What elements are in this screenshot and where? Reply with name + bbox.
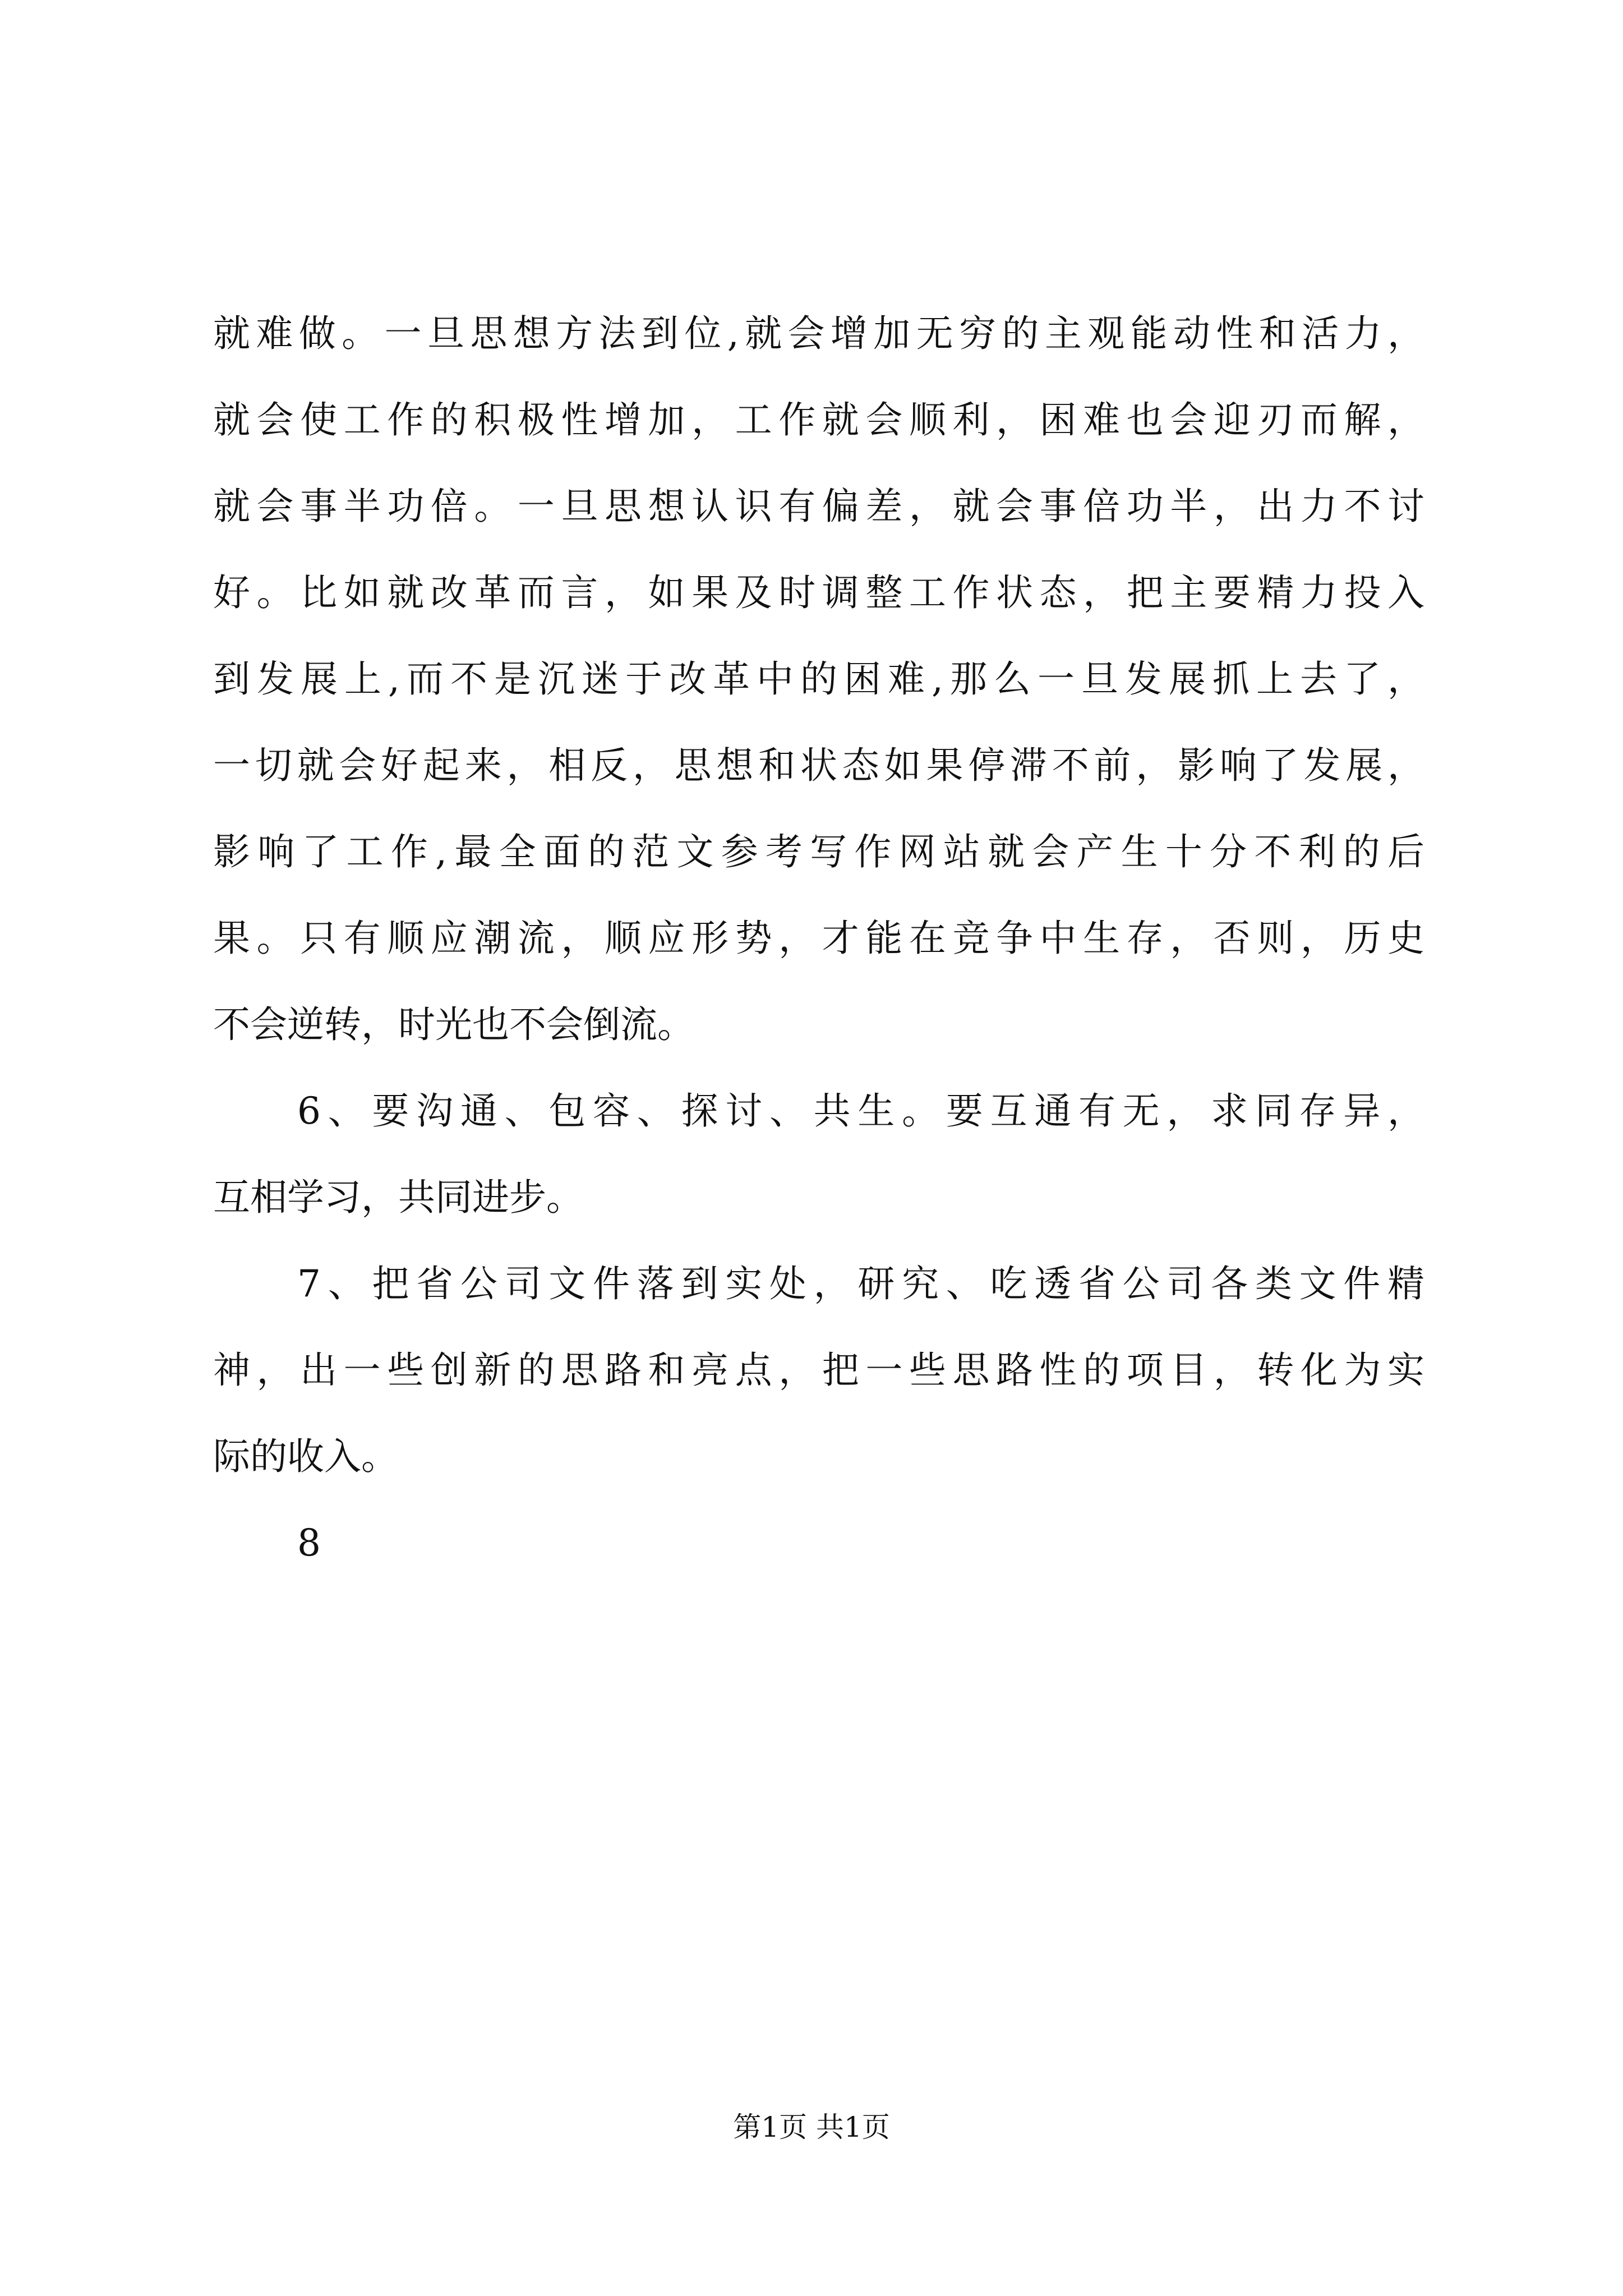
- paragraph-6-line: 6、要沟通、包容、探讨、共生。要互通有无，求同存异，: [297, 1089, 1424, 1133]
- paragraph-6-line: 互相学习，共同进步。: [213, 1176, 583, 1219]
- body-line: 影响了工作,最全面的范文参考写作网站就会产生十分不利的后: [213, 830, 1424, 873]
- paragraph-7-line: 7、把省公司文件落到实处，研究、吃透省公司各类文件精: [297, 1262, 1424, 1305]
- paragraph-8-line: 8: [297, 1521, 321, 1565]
- body-line: 就难做。一旦思想方法到位,就会增加无穷的主观能动性和活力，: [213, 312, 1424, 355]
- body-line: 一切就会好起来，相反，思想和状态如果停滞不前，影响了发展，: [213, 744, 1424, 787]
- body-line: 好。比如就改革而言，如果及时调整工作状态，把主要精力投入: [213, 571, 1424, 614]
- body-line: 不会逆转，时光也不会倒流。: [213, 1003, 694, 1046]
- body-line: 果。只有顺应潮流，顺应形势，才能在竞争中生存，否则，历史: [213, 917, 1424, 960]
- paragraph-7-line: 际的收入。: [213, 1435, 398, 1478]
- paragraph-7-line: 神，出一些创新的思路和亮点，把一些思路性的项目，转化为实: [213, 1349, 1424, 1392]
- page-footer: 第1页 共1页: [733, 2111, 890, 2143]
- body-line: 就会使工作的积极性增加，工作就会顺利，困难也会迎刃而解，: [213, 398, 1424, 441]
- body-line: 就会事半功倍。一旦思想认识有偏差，就会事倍功半，出力不讨: [213, 485, 1424, 528]
- body-line: 到发展上,而不是沉迷于改革中的困难,那么一旦发展抓上去了，: [213, 657, 1424, 701]
